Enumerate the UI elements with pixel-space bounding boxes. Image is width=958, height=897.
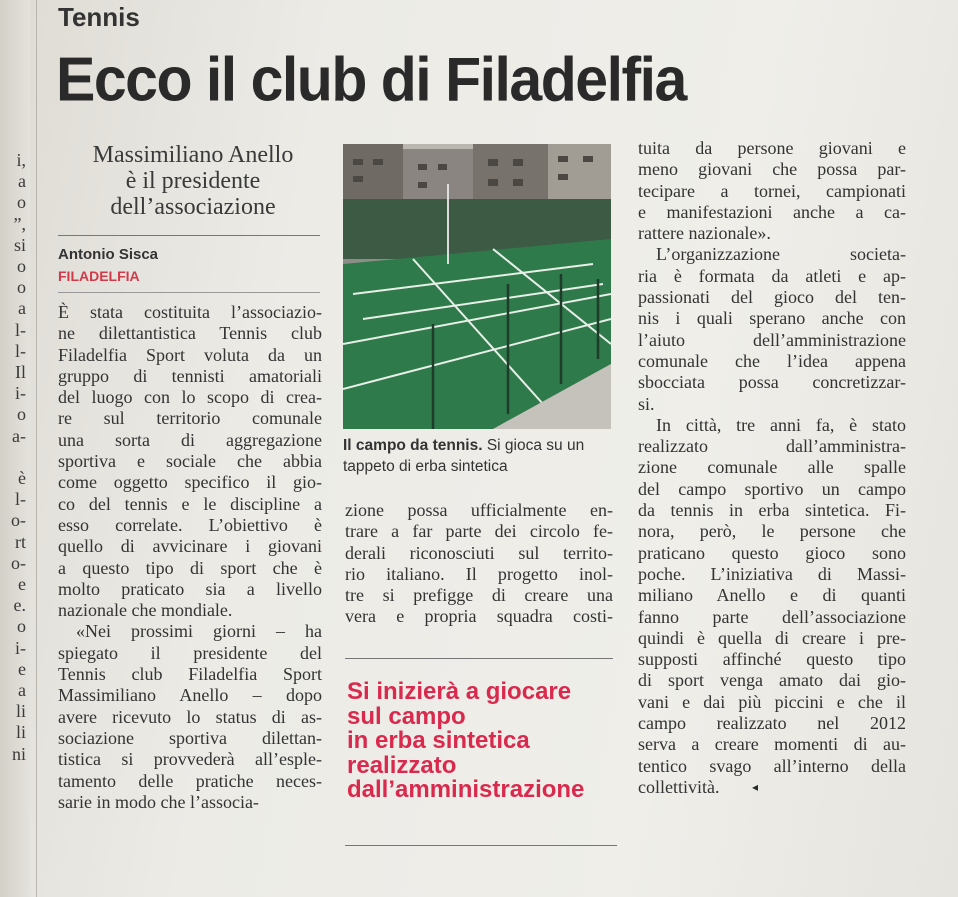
- byline-author: Antonio Sisca: [58, 246, 159, 263]
- edge-fragment: o: [17, 616, 26, 637]
- edge-fragment: Il: [15, 362, 26, 383]
- article-line: nora, però, le persone che: [638, 521, 906, 542]
- article-line: sportiva e sociale che abbia: [58, 451, 322, 472]
- article-line: del luogo con lo scopo di crea-: [58, 387, 322, 408]
- edge-fragment: si: [13, 234, 26, 255]
- edge-fragment: e.: [13, 595, 26, 616]
- article-line: rio italiano. Il progetto inol-: [345, 563, 613, 584]
- edge-fragment: i,: [16, 150, 26, 170]
- article-line: tistica si provvederà all’esple-: [58, 749, 322, 770]
- article-line: e manifestazioni anche a ca-: [638, 201, 906, 222]
- article-line: Tennis club Filadelfia Sport: [58, 664, 322, 685]
- pull-quote-line: Si inizierà a giocare: [347, 678, 572, 705]
- byline-rule: [58, 292, 320, 293]
- pull-quote-line: dall’amministrazione: [347, 776, 585, 803]
- article-line: passionati del gioco del ten-: [638, 287, 906, 308]
- edge-fragment: a: [18, 680, 26, 701]
- article-line: Massimiliano Anello – dopo: [58, 685, 322, 706]
- edge-fragment: li: [15, 722, 26, 743]
- article-line: ria è formata da atleti e ap-: [638, 265, 906, 286]
- article-line: del campo sportivo un campo: [638, 478, 906, 499]
- edge-fragment: o: [17, 277, 26, 298]
- article-line: collettività.: [638, 776, 720, 797]
- pull-quote-line: realizzato: [347, 751, 457, 779]
- photo-caption: [343, 435, 613, 477]
- article-line: vera e propria squadra costi-: [345, 606, 613, 627]
- article-line: si.: [638, 393, 655, 414]
- article-line: zione comunale alle spalle: [638, 457, 906, 478]
- article-line: È stata costituita l’associazio-: [58, 302, 322, 322]
- article-line: da tennis in erba sintetica. Fi-: [638, 500, 906, 521]
- deck-rule: [58, 235, 320, 236]
- headline: Ecco il club di Filadelfia: [56, 45, 686, 115]
- edge-fragment: è: [18, 468, 26, 489]
- adjacent-article-edge: [0, 0, 30, 897]
- article-line: Filadelfia Sport voluta da un: [58, 344, 322, 365]
- article-line: sarie in modo che l’associa-: [58, 791, 259, 812]
- article-line: supposti affinché questo tipo: [638, 649, 906, 670]
- deck-line: Massimiliano Anello: [92, 142, 294, 168]
- pull-quote-line: sul campo: [347, 702, 466, 730]
- column-divider: [36, 0, 37, 897]
- edge-fragment: rt: [15, 531, 26, 552]
- article-line: fanno parte dell’associazione: [638, 606, 906, 627]
- edge-fragment: o: [17, 192, 26, 213]
- edge-fragment: l-: [15, 319, 26, 340]
- article-line: campo realizzato nel 2012: [638, 713, 906, 734]
- deck-line: è il presidente: [125, 168, 261, 194]
- article-line: zione possa ufficialmente en-: [345, 500, 613, 520]
- article-line: tentico svago all’interno della: [638, 755, 906, 776]
- article-line: vani e dai più piccini e che il: [638, 691, 906, 712]
- article-line: di sport venga amato dai gio-: [638, 670, 906, 691]
- section-label: Tennis: [58, 2, 140, 32]
- edge-fragment: ”,: [13, 213, 26, 234]
- article-line: re sul territorio comunale: [58, 408, 322, 429]
- edge-fragment: li: [15, 701, 26, 722]
- article-line: come oggetto specifico il gio-: [58, 472, 322, 493]
- article-line: tamento delle pratiche neces-: [58, 770, 322, 791]
- edge-fragment: e: [18, 574, 26, 595]
- article-line: derali riconosciuti sul territo-: [345, 542, 613, 563]
- article-line: praticano questo gioco sono: [638, 542, 906, 563]
- article-line: l’aiuto dell’amministrazione: [638, 329, 906, 350]
- edge-fragment: a: [18, 171, 26, 192]
- edge-fragment: l-: [15, 489, 26, 510]
- article-column-1: [58, 302, 322, 813]
- article-column-3: [638, 138, 906, 798]
- edge-fragment: e: [18, 658, 26, 679]
- pull-quote-line: in erba sintetica: [347, 727, 530, 754]
- edge-fragment: i-: [15, 383, 26, 404]
- edge-fragment: a: [18, 298, 26, 319]
- article-line: miliano Anello e di quanti: [638, 585, 906, 606]
- article-line: trare a far parte dei circolo fe-: [345, 521, 613, 542]
- article-line: sbocciata possa concretizzar-: [638, 372, 906, 393]
- end-of-article-mark: ◂: [752, 780, 759, 795]
- article-line: nis i quali sperano anche con: [638, 308, 906, 329]
- pull-quote-bottom-rule: [345, 845, 617, 846]
- pull-quote: [347, 680, 584, 803]
- article-line: tre si prefigge di creare una: [345, 585, 613, 606]
- edge-fragment: o-: [11, 552, 26, 573]
- article-line: sociazione sportiva dilettan-: [58, 727, 322, 748]
- pull-quote-top-rule: [345, 658, 613, 659]
- edge-fragment: o: [17, 256, 26, 277]
- article-line: In città, tre anni fa, è stato: [656, 414, 906, 435]
- article-line: realizzato dall’amministra-: [638, 436, 906, 457]
- article-line: «Nei prossimi giorni – ha: [76, 621, 322, 642]
- article-line: co del tennis e le discipline a: [58, 493, 322, 514]
- article-line: quello di avvicinare i giovani: [58, 536, 322, 557]
- article-line: gruppo di tennisti amatoriali: [58, 365, 322, 386]
- byline-location: FILADELFIA: [58, 268, 140, 284]
- article-line: L’organizzazione societa-: [656, 244, 906, 265]
- edge-fragment: ni: [11, 743, 26, 764]
- article-line: esso correlate. L’obiettivo è: [58, 514, 322, 535]
- article-line: serva a creare momenti di au-: [638, 734, 906, 755]
- article-line: tuita da persone giovani e: [638, 138, 906, 158]
- article-line: una sorta di aggregazione: [58, 429, 322, 450]
- edge-fragment: i-: [15, 637, 26, 658]
- article-line: meno giovani che possa par-: [638, 159, 906, 180]
- caption-bold: Il campo da tennis.: [343, 437, 483, 454]
- article-line: nazionale che mondiale.: [58, 600, 233, 621]
- edge-fragment: [0, 447, 26, 468]
- article-line: ne dilettantistica Tennis club: [58, 323, 322, 344]
- edge-fragment: l-: [15, 340, 26, 361]
- article-line: tecipare a tornei, campionati: [638, 180, 906, 201]
- deck: [58, 142, 328, 220]
- caption-text: Si gioca su un tappeto di erba sintetica: [343, 437, 585, 475]
- edge-fragment: o: [17, 404, 26, 425]
- tennis-court-photo: [343, 144, 611, 429]
- article-line: molto praticato sia a livello: [58, 578, 322, 599]
- article-line: a questo tipo di sport che è: [58, 557, 322, 578]
- article-line: quindi è quella di creare i pre-: [638, 627, 906, 648]
- article-column-2: [345, 500, 613, 628]
- article-line: spiegato il presidente del: [58, 642, 322, 663]
- article-line: avere ricevuto lo status di as-: [58, 706, 322, 727]
- edge-fragment: a-: [12, 425, 26, 446]
- article-line: rattere nazionale».: [638, 223, 771, 244]
- edge-text-fragments: [0, 150, 26, 765]
- edge-fragment: o-: [11, 510, 26, 531]
- article-line: poche. L’iniziativa di Massi-: [638, 563, 906, 584]
- deck-line: dell’associazione: [110, 194, 276, 220]
- article-line: comunale che l’idea appena: [638, 350, 906, 371]
